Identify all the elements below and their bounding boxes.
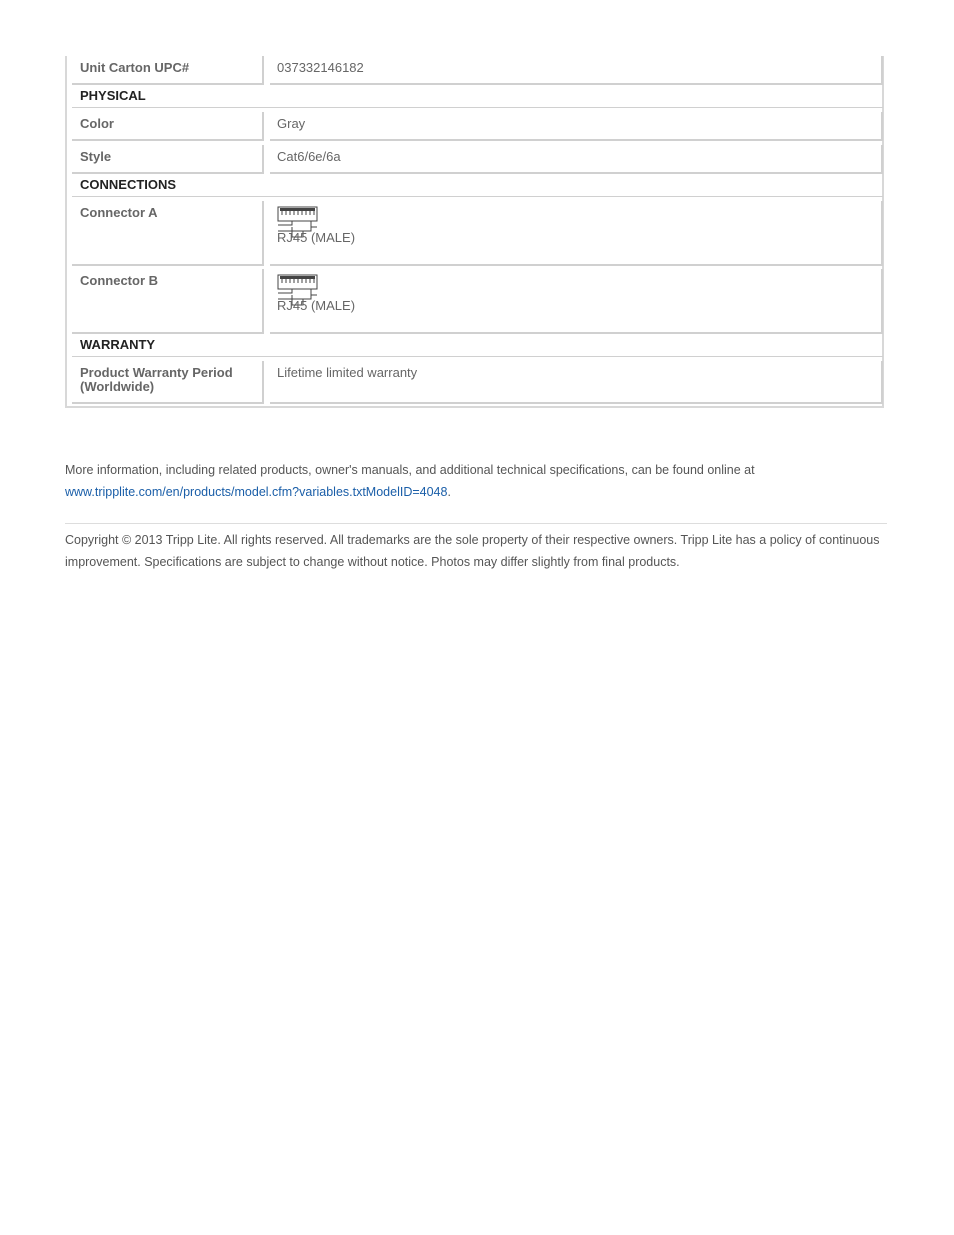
section-header-connections: CONNECTIONS [72,174,883,197]
connector-b-type: RJ45 (MALE) [277,298,356,313]
spec-value: Cat6/6e/6a [270,145,883,174]
spec-value [270,201,883,266]
spec-row-warranty [72,361,883,404]
spec-row-upc [72,56,883,85]
copyright-notice: Copyright © 2013 Tripp Lite. All rights reserved. All trademarks are the sole property of their respective owners. Tripp Lite has a policy of continuous improvement. Specifications are subject to change without notice. Photos may differ slightly from final products. [65,533,880,569]
spec-label: Unit Carton UPC# [72,56,264,85]
spec-label: Color [72,112,264,141]
more-info-paragraph [65,459,887,503]
section-header-warranty: WARRANTY [72,334,883,357]
spec-value [270,269,883,334]
section-header-physical: PHYSICAL [72,85,883,108]
spec-label: Connector B [72,269,264,334]
spec-table [65,56,884,408]
spec-value: Gray [270,112,883,141]
spec-label: Product Warranty Period (Worldwide) [72,361,264,404]
connector-a-type: RJ45 (MALE) [277,230,356,245]
spec-label: Connector A [72,201,264,266]
more-info-text: More information, including related products, owner's manuals, and additional technical specifications, can be found online at [65,463,755,477]
spec-row-style [72,145,883,174]
footer-divider [65,523,887,524]
spec-row-color [72,112,883,141]
spec-row-connector-a [72,201,883,266]
spec-value: Lifetime limited warranty [270,361,883,404]
product-page-link[interactable]: www.tripplite.com/en/products/model.cfm?variables.txtModelID=4048 [65,485,448,499]
spec-row-connector-b [72,269,883,334]
spec-label: Style [72,145,264,174]
spec-value: 037332146182 [270,56,883,85]
more-info-period: . [447,485,451,499]
